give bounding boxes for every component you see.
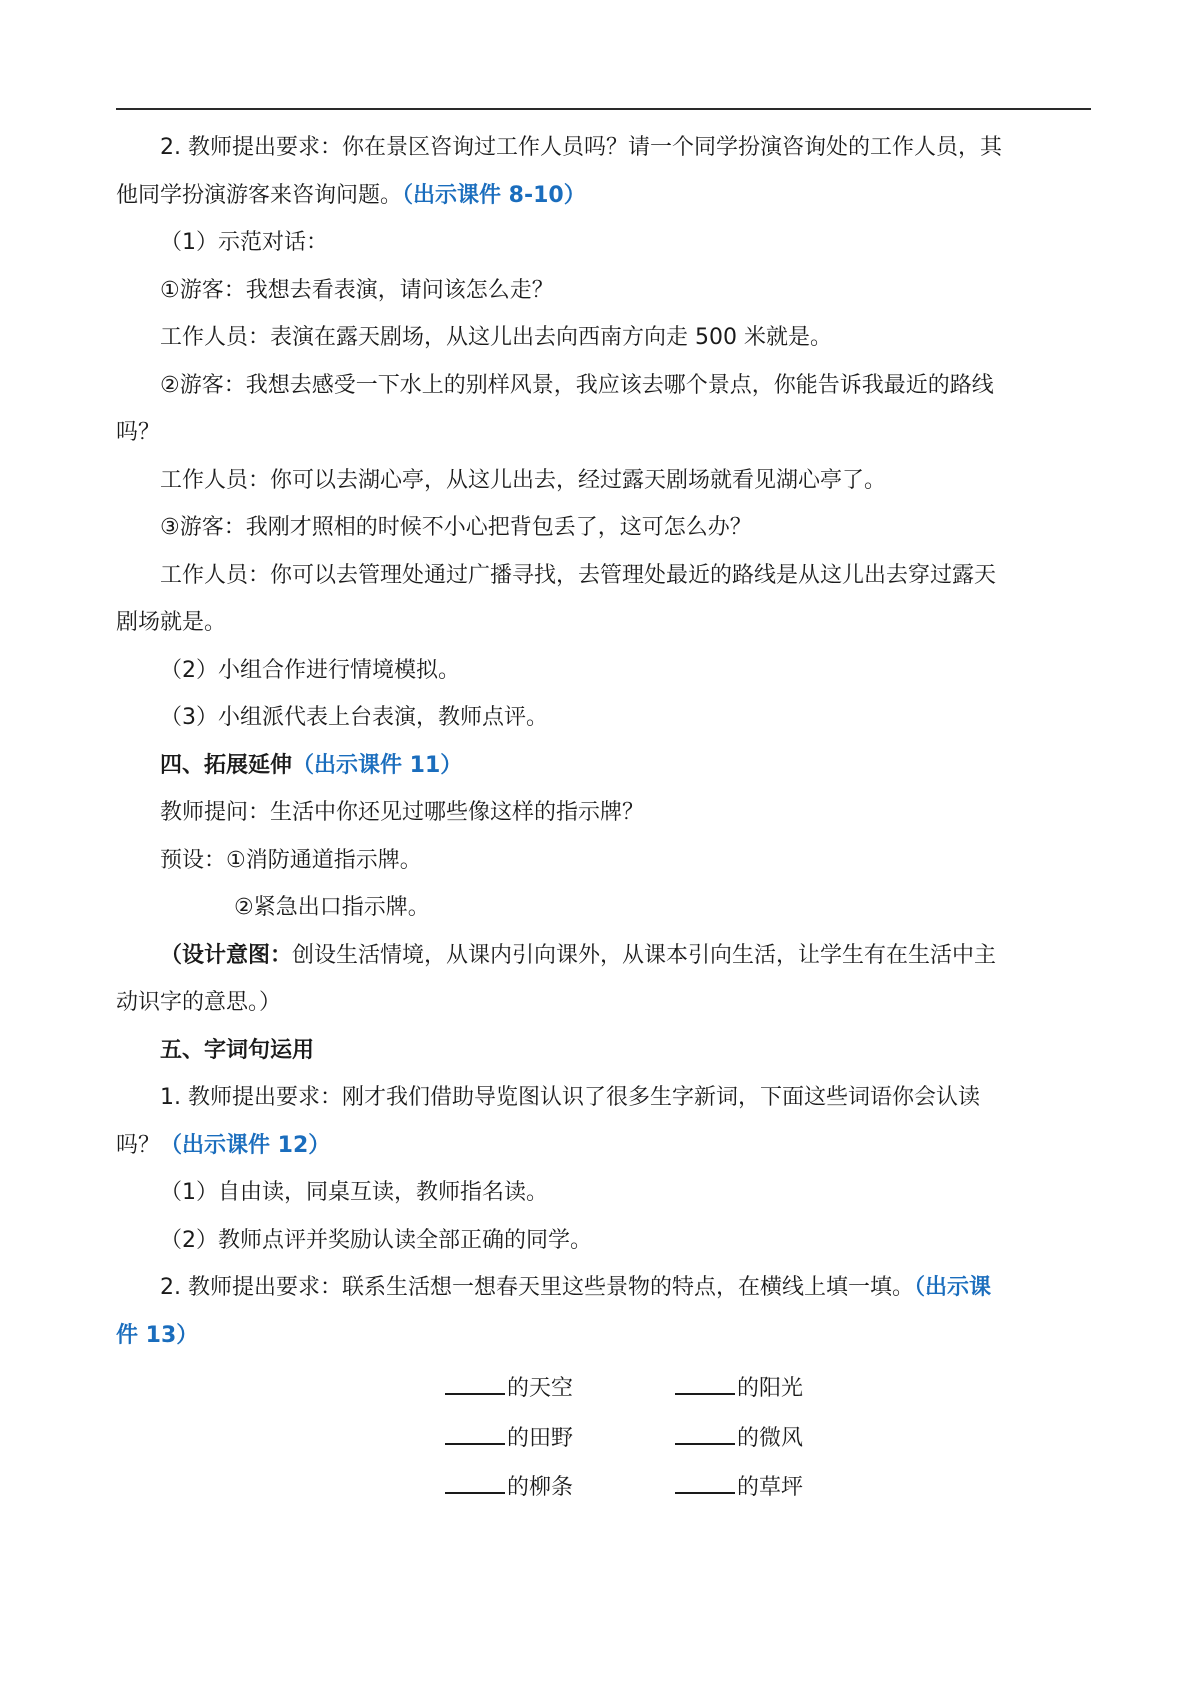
item-2: （2）小组合作进行情境模拟。 — [160, 657, 460, 683]
blank-line — [445, 1462, 505, 1494]
document-body — [116, 124, 1091, 1512]
dialogue-line: 工作人员：你可以去湖心亭，从这儿出去，经过露天剧场就看见湖心亭了。 — [160, 467, 887, 493]
dialogue-line: ②游客：我想去感受一下水上的别样风景，我应该去哪个景点，你能告诉我最近的路线 — [160, 372, 994, 398]
fill-blank-item: 的草坪 — [675, 1462, 825, 1512]
paragraph-5-1-line-1: 1. 教师提出要求：刚才我们借助导览图认识了很多生字新词，下面这些词语你会认读 — [160, 1085, 980, 1110]
blank-line — [675, 1413, 735, 1445]
header-rule — [116, 108, 1091, 110]
teacher-question: 教师提问：生活中你还见过哪些像这样的指示牌？ — [160, 800, 645, 825]
blank-line — [675, 1363, 735, 1395]
design-intent-line-1: （设计意图：创设生活情境，从课内引向课外，从课本引向生活，让学生有在生活中主 — [160, 942, 997, 968]
paragraph-5-2-line-1: 2. 教师提出要求：联系生活想一想春天里这些景物的特点，在横线上填一填。（出示课 — [160, 1275, 992, 1300]
paragraph-2-line-1: 2. 教师提出要求：你在景区咨询过工作人员吗？请一个同学扮演咨询处的工作人员，其 — [160, 135, 1002, 160]
item-5-1: （1）自由读，同桌互读，教师指名读。 — [160, 1180, 548, 1205]
section-4-heading: 四、拓展延伸（出示课件 11） — [160, 752, 463, 778]
preset-2: ②紧急出口指示牌。 — [234, 895, 430, 920]
section-5-heading: 五、字词句运用 — [160, 1037, 315, 1063]
blank-line — [445, 1413, 505, 1445]
blank-line — [675, 1462, 735, 1494]
fill-blank-item: 的田野 — [445, 1413, 675, 1463]
courseware-ref: （出示课件 11） — [292, 752, 463, 778]
fill-blank-item: 的柳条 — [445, 1462, 675, 1512]
courseware-ref: （出示课件 12） — [160, 1132, 331, 1158]
blank-line — [445, 1363, 505, 1395]
fill-in-blank-grid — [445, 1363, 1091, 1512]
preset-1: 预设：①消防通道指示牌。 — [160, 847, 422, 873]
design-intent-line-2: 动识字的意思。） — [116, 990, 282, 1015]
fill-blank-item: 的天空 — [445, 1363, 675, 1413]
dialogue-line: ①游客：我想去看表演，请问该怎么走？ — [160, 277, 554, 303]
paragraph-5-1-line-2: 吗？（出示课件 12） — [116, 1132, 331, 1158]
dialogue-line: 工作人员：你可以去管理处通过广播寻找，去管理处最近的路线是从这儿出去穿过露天 — [160, 562, 997, 588]
dialogue-line: 吗？ — [116, 420, 161, 445]
fill-blank-item: 的阳光 — [675, 1363, 825, 1413]
dialogue-line: ③游客：我刚才照相的时候不小心把背包丢了，这可怎么办？ — [160, 515, 752, 540]
courseware-ref: 件 13） — [116, 1322, 199, 1348]
fill-blank-item: 的微风 — [675, 1413, 825, 1463]
item-3: （3）小组派代表上台表演，教师点评。 — [160, 705, 548, 730]
dialogue-line: 剧场就是。 — [116, 610, 227, 635]
courseware-ref: （出示课件 8-10） — [402, 182, 586, 208]
paragraph-5-2-line-2 — [116, 1312, 1091, 1360]
item-1-label: （1）示范对话： — [160, 230, 328, 255]
courseware-ref: （出示课 — [914, 1275, 992, 1300]
item-5-2: （2）教师点评并奖励认读全部正确的同学。 — [160, 1227, 592, 1253]
paragraph-2-line-2: 他同学扮演游客来咨询问题。（出示课件 8-10） — [116, 182, 586, 208]
dialogue-line: 工作人员：表演在露天剧场，从这儿出去向西南方向走 500 米就是。 — [160, 325, 832, 350]
